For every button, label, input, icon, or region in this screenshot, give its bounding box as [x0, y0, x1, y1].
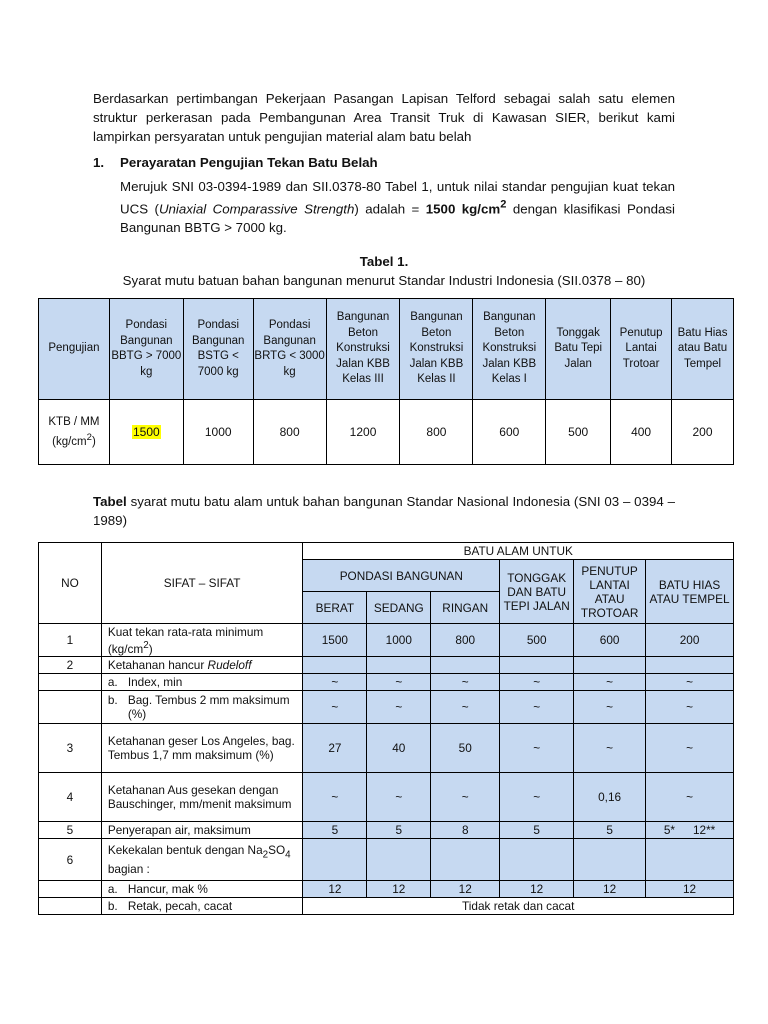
row-no: 4	[39, 773, 102, 822]
intro-paragraph: Berdasarkan pertimbangan Pekerjaan Pasangan Lapisan Telford sebagai salah satu elemen struktur perkerasan pada Pembangunan Area Transit Truk di Kawasan SIER, berikut kami lampirkan persyaratan untuk pengujian material alam batu belah	[93, 91, 675, 144]
table2-caption	[93, 492, 675, 530]
row-label	[101, 624, 303, 657]
row-label-text: KTB / MM (kg/cm	[48, 415, 100, 448]
table2-row	[39, 691, 734, 724]
row-no: 3	[39, 724, 102, 773]
cell-empty	[431, 839, 500, 881]
cell-empty	[303, 839, 367, 881]
cell-tonggak: ~	[500, 691, 574, 724]
row-label-text: Kuat tekan rata-rata minimum (kg/cm	[107, 624, 264, 656]
cell-sedang: 1000	[367, 624, 431, 657]
table2-row	[39, 773, 734, 822]
row-label-close: )	[91, 435, 96, 448]
table1-data-row	[39, 400, 734, 465]
row-no-empty	[39, 898, 102, 915]
row-label-italic: Rudeloff	[207, 658, 252, 672]
cell-tonggak: ~	[500, 674, 574, 691]
cell-sedang: 40	[367, 724, 431, 773]
cell-berat: 12	[303, 881, 367, 898]
section-text-a: Merujuk SNI 03-0394-1989 dan SII.0378-80 Tabel 1, untuk nilai standar pengujian kuat tekan UCS (	[120, 179, 675, 217]
cell-hias: 12	[646, 881, 734, 898]
cell-penutup: 600	[574, 624, 646, 657]
table2-caption-bold: Tabel	[93, 494, 127, 509]
table2-row	[39, 822, 734, 839]
row-label	[101, 674, 303, 691]
section-text-b: ) adalah =	[354, 201, 426, 217]
row-label-text: Bag. Tembus 2 mm maksimum (%)	[127, 693, 290, 721]
cell-empty	[431, 657, 500, 674]
cell-hias-b: 12**	[692, 823, 716, 837]
cell-berat: 27	[303, 724, 367, 773]
cell-hias: 200	[646, 624, 734, 657]
table2-header-sifat: SIFAT – SIFAT	[101, 543, 303, 624]
table1-caption-subtitle: Syarat mutu batuan bahan bangunan menurut Standar Industri Indonesia (SII.0378 – 80)	[122, 273, 646, 288]
cell-berat: ~	[303, 674, 367, 691]
cell-tonggak: 500	[500, 624, 574, 657]
row-no: 6	[39, 839, 102, 881]
row-marker: b.	[107, 693, 118, 707]
cell-penutup: ~	[574, 674, 646, 691]
table1-cell: 400	[611, 400, 672, 465]
cell-tonggak: 5	[500, 822, 574, 839]
table2-header-no: NO	[39, 543, 102, 624]
cell-ringan: 12	[431, 881, 500, 898]
section-text	[120, 177, 675, 237]
table2-header-hias: BATU HIAS ATAU TEMPEL	[646, 560, 734, 624]
section-heading	[93, 155, 378, 170]
row-no-empty	[39, 674, 102, 691]
row-no: 1	[39, 624, 102, 657]
cell-tonggak: ~	[500, 724, 574, 773]
cell-penutup: ~	[574, 724, 646, 773]
table1-header: Pengujian	[39, 299, 110, 400]
cell-empty	[367, 657, 431, 674]
cell-berat: 1500	[303, 624, 367, 657]
row-label	[101, 691, 303, 724]
table1-cell: 600	[473, 400, 546, 465]
row-no-empty	[39, 881, 102, 898]
cell-hias	[646, 822, 734, 839]
section-text-italic: Uniaxial Comparassive Strength	[158, 201, 355, 217]
table1-caption-title: Tabel 1.	[359, 254, 409, 269]
cell-empty	[500, 657, 574, 674]
row-no: 5	[39, 822, 102, 839]
table2-caption-rest: syarat mutu batu alam untuk bahan bangunan Standar Nasional Indonesia (SNI 03 – 0394 – 1989)	[93, 494, 675, 528]
row-marker: a.	[107, 882, 118, 896]
row-marker: b.	[107, 899, 118, 913]
cell-empty	[500, 839, 574, 881]
table1-header-row	[39, 299, 734, 400]
row-label-sub: 2	[262, 849, 269, 861]
table2-row	[39, 624, 734, 657]
cell-ringan: ~	[431, 691, 500, 724]
section-title: Perayaratan Pengujian Tekan Batu Belah	[120, 155, 378, 170]
cell-sedang: 12	[367, 881, 431, 898]
row-label-text: Hancur, mak %	[127, 882, 208, 896]
table1-row-label	[39, 400, 110, 465]
row-label	[101, 881, 303, 898]
row-label-sub: 4	[285, 849, 291, 861]
cell-hias: ~	[646, 773, 734, 822]
cell-penutup: ~	[574, 691, 646, 724]
table1-cell: 500	[546, 400, 611, 465]
cell-hias: ~	[646, 691, 734, 724]
cell-empty	[574, 839, 646, 881]
table1-header: Batu Hias atau Batu Tempel	[672, 299, 734, 400]
table1-cell: 1200	[326, 400, 400, 465]
highlighted-value: 1500	[132, 425, 160, 439]
table1-cell	[109, 400, 183, 465]
cell-empty	[303, 657, 367, 674]
row-marker: a.	[107, 675, 118, 689]
row-label	[101, 657, 303, 674]
cell-sedang: 5	[367, 822, 431, 839]
table1-header: Bangunan Beton Konstruksi Jalan KBB Kelas II	[400, 299, 473, 400]
ucs-value: 1500 kg/cm	[425, 201, 501, 217]
cell-hias: ~	[646, 674, 734, 691]
table1-cell: 800	[253, 400, 326, 465]
ucs-value-sup: 2	[500, 199, 507, 211]
cell-hias: ~	[646, 724, 734, 773]
table2-header-row	[39, 543, 734, 560]
table1-cell: 200	[672, 400, 734, 465]
cell-sedang: ~	[367, 674, 431, 691]
cell-tonggak: ~	[500, 773, 574, 822]
table2-header-penutup: PENUTUP LANTAI ATAU TROTOAR	[574, 560, 646, 624]
row-label-text: bagian :	[107, 862, 150, 877]
table2-row	[39, 674, 734, 691]
table2-header-sedang: SEDANG	[367, 592, 431, 624]
table2-row	[39, 881, 734, 898]
row-label: Ketahanan Aus gesekan dengan Bauschinger, mm/menit maksimum	[101, 773, 303, 822]
cell-penutup: 0,16	[574, 773, 646, 822]
table2-header-batu-alam: BATU ALAM UNTUK	[303, 543, 734, 560]
cell-berat: 5	[303, 822, 367, 839]
row-label: Ketahanan geser Los Angeles, bag. Tembus 1,7 mm maksimum (%)	[101, 724, 303, 773]
row-label-text: SO	[268, 842, 286, 857]
cell-empty	[367, 839, 431, 881]
cell-berat: ~	[303, 691, 367, 724]
table1	[38, 298, 734, 465]
row-label	[101, 898, 303, 915]
table2-header-ringan: RINGAN	[431, 592, 500, 624]
row-label-sup: 2	[143, 639, 149, 651]
row-label-text: Kekekalan bentuk dengan Na	[107, 842, 263, 857]
table1-header: Pondasi Bangunan BSTG < 7000 kg	[183, 299, 253, 400]
table1-header: Penutup Lantai Trotoar	[611, 299, 672, 400]
cell-empty	[646, 657, 734, 674]
table2-row	[39, 724, 734, 773]
table2	[38, 542, 734, 915]
cell-sedang: ~	[367, 691, 431, 724]
table1-header: Pondasi Bangunan BBTG > 7000 kg	[109, 299, 183, 400]
table2-row	[39, 657, 734, 674]
cell-penutup: 12	[574, 881, 646, 898]
cell-ringan: 50	[431, 724, 500, 773]
cell-merged: Tidak retak dan cacat	[303, 898, 734, 915]
table2-row	[39, 839, 734, 881]
row-label-sup: 2	[86, 431, 92, 443]
cell-ringan: 8	[431, 822, 500, 839]
table2-row	[39, 898, 734, 915]
table1-cell: 1000	[183, 400, 253, 465]
table2-header-pondasi: PONDASI BANGUNAN	[303, 560, 500, 592]
cell-ringan: 800	[431, 624, 500, 657]
row-label-close: )	[148, 641, 153, 656]
table2-header-berat: BERAT	[303, 592, 367, 624]
cell-ringan: ~	[431, 674, 500, 691]
cell-hias-a: 5*	[663, 823, 675, 837]
cell-berat: ~	[303, 773, 367, 822]
row-no-empty	[39, 691, 102, 724]
cell-tonggak: 12	[500, 881, 574, 898]
cell-sedang: ~	[367, 773, 431, 822]
cell-empty	[646, 839, 734, 881]
section-text-c: dengan klasifikasi Pondasi Bangunan BBTG > 7000 kg.	[120, 201, 675, 236]
table1-header: Pondasi Bangunan BRTG < 3000 kg	[253, 299, 326, 400]
row-label-text: Retak, pecah, cacat	[127, 899, 233, 913]
section-number: 1.	[93, 155, 105, 170]
table1-header: Bangunan Beton Konstruksi Jalan KBB Kelas III	[326, 299, 400, 400]
cell-empty	[574, 657, 646, 674]
table2-header-tonggak: TONGGAK DAN BATU TEPI JALAN	[500, 560, 574, 624]
cell-ringan: ~	[431, 773, 500, 822]
table1-header: Bangunan Beton Konstruksi Jalan KBB Kelas I	[473, 299, 546, 400]
row-label-text: Ketahanan hancur	[107, 658, 208, 672]
table1-header: Tonggak Batu Tepi Jalan	[546, 299, 611, 400]
row-label-text: Index, min	[127, 675, 183, 689]
row-label	[101, 839, 303, 881]
table1-cell: 800	[400, 400, 473, 465]
row-label: Penyerapan air, maksimum	[101, 822, 303, 839]
cell-penutup: 5	[574, 822, 646, 839]
row-no: 2	[39, 657, 102, 674]
